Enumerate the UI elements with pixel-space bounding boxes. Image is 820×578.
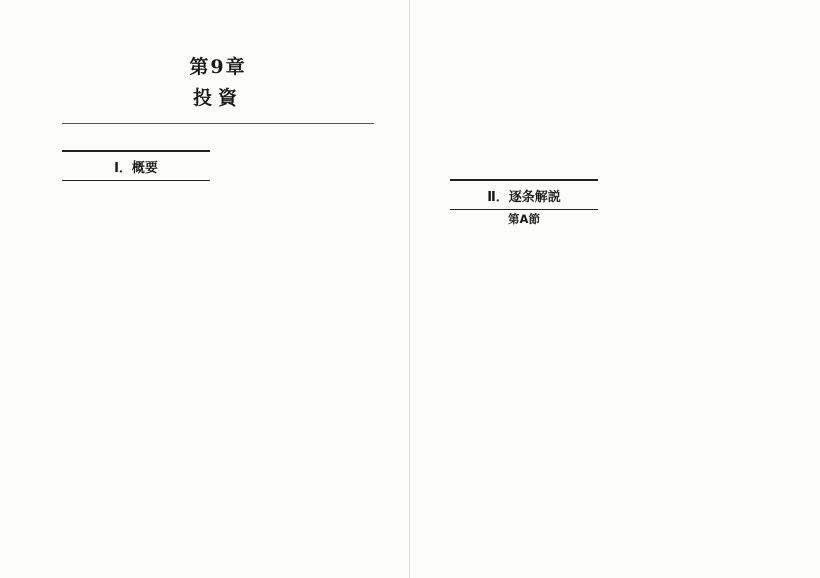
section-heading-text: Ⅱ．逐条解説: [487, 190, 561, 205]
section-heading-text: Ⅰ．概要: [114, 161, 158, 176]
right-page: [410, 0, 820, 578]
chapter-number: 第9章: [189, 56, 247, 78]
chapter-title: 投資: [192, 87, 243, 109]
section-heading-commentary: [450, 179, 598, 210]
chapter-header: [62, 38, 374, 124]
left-col2: [226, 153, 376, 163]
right-col1-body: [450, 258, 600, 264]
section-heading-overview: [62, 150, 210, 181]
subsection-heading: 第A節: [508, 212, 540, 226]
